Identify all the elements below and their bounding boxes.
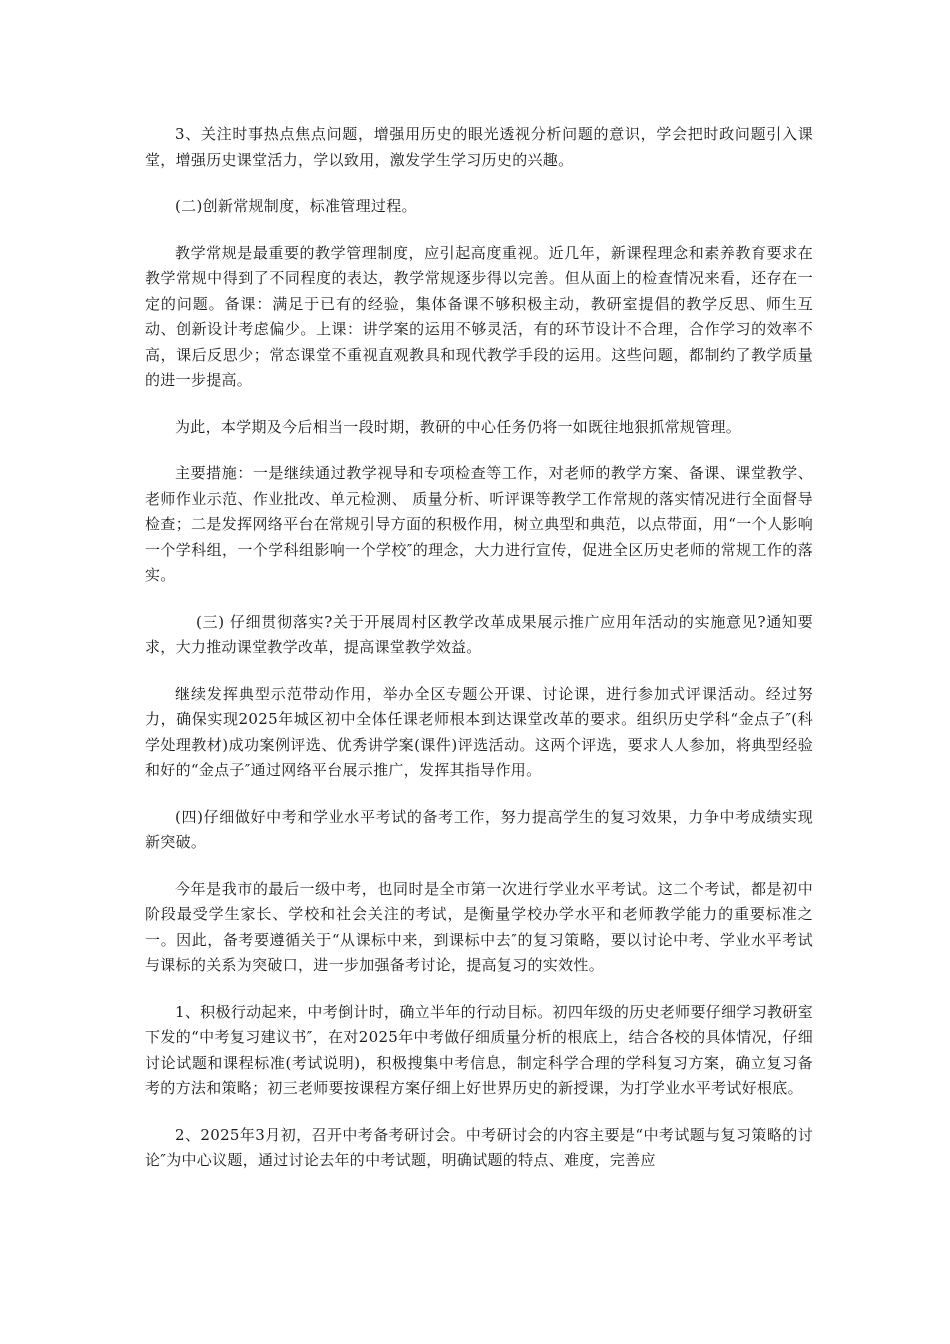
paragraph-teaching-routine: 教学常规是最重要的教学管理制度，应引起高度重视。近几年，新课程理念和素养教育要求在教学常规中得到了不同程度的表达，教学常规逐步得以完善。但从面上的检查情况来看，还存在一定的问题。备课：满足于已有的经验，集体备课不够积极主动，教研室提倡的教学反思、师生互动、创新设计考虑偏少。上课：讲学案的运用不够灵活，有的环节设计不合理，合作学习的效率不高，课后反思少；常态课堂不重视直观教具和现代教学手段的运用。这些问题，都制约了教学质量的进一步提高。 bbox=[145, 243, 813, 389]
paragraph-item-2: 2、2025年3月初，召开中考备考研讨会。中考研讨会的内容主要是“中考试题与复习策略的讨论″为中心议题，通过讨论去年的中考试题，明确试题的特点、难度，完善应 bbox=[145, 1125, 813, 1169]
paragraph-central-task: 为此，本学期及今后相当一段时期，教研的中心任务仍将一如既往地狠抓常规管理。 bbox=[175, 417, 742, 436]
paragraph-current-affairs: 3、关注时事热点焦点问题，增强用历史的眼光透视分析问题的意识，学会把时政问题引入课堂，增强历史课堂活力，学以致用，激发学生学习历史的兴趣。 bbox=[145, 125, 813, 169]
section-heading-2: (二)创新常规制度，标准管理过程。 bbox=[175, 197, 417, 215]
paragraph-main-measures: 主要措施：一是继续通过教学视导和专项检查等工作，对老师的教学方案、备课、课堂教学、老师作业示范、作业批改、单元检测、 质量分析、听评课等教学工作常规的落实情况进行全面督导检查；二是发挥网络平台在常规引导方面的积极作用，树立典型和典范，以点带面，用“一个人影响一个学科组，一个学科组影响一个学校″的理念，大力进行宣传，促进全区历史老师的常规工作的落实。 bbox=[145, 464, 813, 584]
paragraph-exam-prep: 今年是我市的最后一级中考，也同时是全市第一次进行学业水平考试。这二个考试，都是初中阶段最受学生家长、学校和社会关注的考试，是衡量学校办学水平和老师教学能力的重要标准之一。因此，备考要遵循关于“从课标中来，到课标中去″的复习策略，要以讨论中考、学业水平考试与课标的关系为突破口，进一步加强备考讨论，提高复习的实效性。 bbox=[145, 879, 813, 974]
section-heading-4: (四)仔细做好中考和学业水平考试的备考工作，努力提高学生的复习效果，力争中考成绩实现新突破。 bbox=[145, 807, 813, 851]
document-page bbox=[145, 122, 813, 1195]
paragraph-demonstration: 继续发挥典型示范带动作用，举办全区专题公开课、讨论课，进行参加式评课活动。经过努力，确保实现2025年城区初中全体任课老师根本到达课堂改革的要求。组织历史学科“金点子″(科学处理教材)成功案例评选、优秀讲学案(课件)评选活动。这两个评选，要求人人参加，将典型经验和好的“金点子″通过网络平台展示推广，发挥其指导作用。 bbox=[145, 684, 813, 779]
section-heading-3: (三) 仔细贯彻落实?关于开展周村区教学改革成果展示推广应用年活动的实施意见?通知要求，大力推动课堂教学改革，提高课堂教学效益。 bbox=[145, 612, 813, 656]
paragraph-item-1: 1、积极行动起来，中考倒计时，确立半年的行动目标。初四年级的历史老师要仔细学习教研室下发的“中考复习建议书″，在对2025年中考做仔细质量分析的根底上，结合各校的具体情况，仔细讨论试题和课程标准(考试说明)，积极搜集中考信息，制定科学合理的学科复习方案，确立复习备考的方法和策略；初三老师要按课程方案仔细上好世界历史的新授课，为打学业水平考试好根底。 bbox=[145, 1002, 813, 1097]
